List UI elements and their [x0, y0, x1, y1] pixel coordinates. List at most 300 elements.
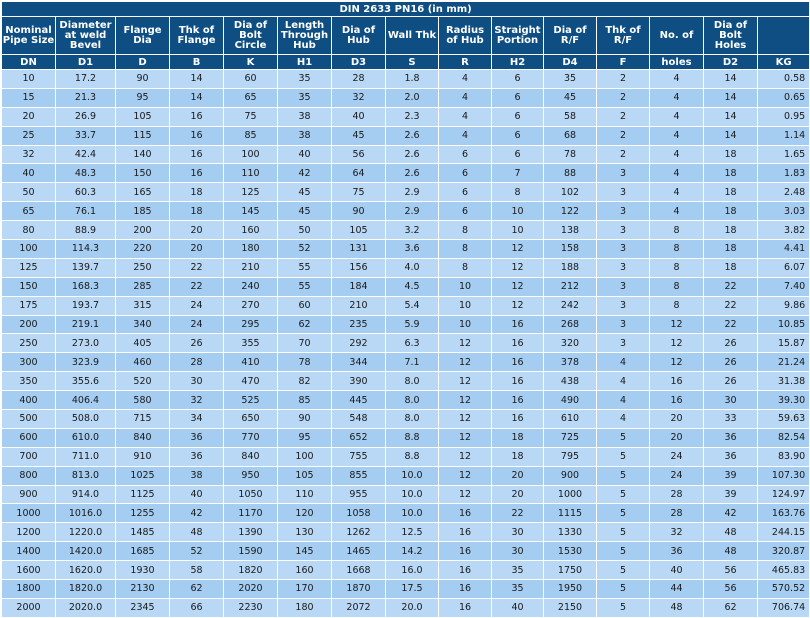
table-cell: 38 — [278, 126, 332, 145]
table-cell: 4 — [650, 70, 704, 89]
table-cell: 83.90 — [758, 447, 810, 466]
table-cell: 24 — [170, 296, 224, 315]
table-cell: 1220.0 — [56, 523, 116, 542]
table-cell: 6.07 — [758, 258, 810, 277]
table-cell: 100 — [224, 145, 278, 164]
table-cell: 36 — [704, 447, 758, 466]
table-cell: 340 — [116, 315, 170, 334]
table-cell: 45 — [332, 126, 386, 145]
table-cell: 1485 — [116, 523, 170, 542]
table-cell: 10 — [492, 221, 544, 240]
table-cell: 20 — [170, 240, 224, 259]
table-cell: 4 — [650, 107, 704, 126]
table-cell: 6 — [492, 88, 544, 107]
table-cell: 2 — [597, 145, 650, 164]
table-cell: 12 — [439, 447, 492, 466]
table-cell: 42 — [278, 164, 332, 183]
column-header: No. of — [650, 17, 704, 55]
table-cell: 4.0 — [386, 258, 439, 277]
table-cell: 35 — [278, 88, 332, 107]
table-cell: 6 — [439, 145, 492, 164]
table-cell: 26 — [704, 334, 758, 353]
table-row — [2, 221, 810, 240]
table-cell: 7 — [492, 164, 544, 183]
column-header: Dia of Bolt Circle — [224, 17, 278, 55]
table-row — [2, 202, 810, 221]
table-row — [2, 523, 810, 542]
table-cell: 16 — [170, 107, 224, 126]
table-cell: 107.30 — [758, 466, 810, 485]
table-cell: 1058 — [332, 504, 386, 523]
table-cell: 1400 — [2, 542, 56, 561]
table-cell: 12 — [439, 372, 492, 391]
table-cell: 110 — [224, 164, 278, 183]
table-cell: 1600 — [2, 561, 56, 580]
table-cell: 3 — [597, 334, 650, 353]
table-cell: 2 — [597, 88, 650, 107]
table-row — [2, 126, 810, 145]
table-cell: 5 — [597, 580, 650, 599]
table-cell: 163.76 — [758, 504, 810, 523]
din-2633-table — [1, 1, 810, 618]
table-cell: 315 — [116, 296, 170, 315]
table-cell: 160 — [224, 221, 278, 240]
table-cell: 1016.0 — [56, 504, 116, 523]
table-cell: 95 — [278, 428, 332, 447]
table-cell: 35 — [492, 580, 544, 599]
table-cell: 82.54 — [758, 428, 810, 447]
table-cell: 150 — [116, 164, 170, 183]
table-cell: 273.0 — [56, 334, 116, 353]
table-cell: 3.03 — [758, 202, 810, 221]
table-cell: 52 — [170, 542, 224, 561]
table-cell: 42 — [704, 504, 758, 523]
table-cell: 5 — [597, 428, 650, 447]
table-cell: 0.58 — [758, 70, 810, 89]
table-cell: 16 — [492, 372, 544, 391]
table-cell: 2000 — [2, 598, 56, 617]
table-cell: 4 — [439, 126, 492, 145]
table-cell: 3.6 — [386, 240, 439, 259]
column-code: K — [224, 55, 278, 70]
column-code: B — [170, 55, 224, 70]
table-cell: 5 — [597, 504, 650, 523]
column-header: Radius of Hub — [439, 17, 492, 55]
table-cell: 20 — [650, 410, 704, 429]
table-cell: 1420.0 — [56, 542, 116, 561]
table-cell: 16 — [439, 504, 492, 523]
table-cell: 12 — [439, 410, 492, 429]
table-cell: 1115 — [544, 504, 597, 523]
table-cell: 840 — [224, 447, 278, 466]
table-cell: 1870 — [332, 580, 386, 599]
table-cell: 42.4 — [56, 145, 116, 164]
table-cell: 114.3 — [56, 240, 116, 259]
table-cell: 124.97 — [758, 485, 810, 504]
table-cell: 16 — [439, 598, 492, 617]
table-cell: 78 — [278, 353, 332, 372]
table-cell: 40 — [650, 561, 704, 580]
table-cell: 75 — [332, 183, 386, 202]
table-cell: 18 — [704, 202, 758, 221]
table-cell: 22 — [170, 258, 224, 277]
column-header: Flange Dia — [116, 17, 170, 55]
table-row — [2, 372, 810, 391]
table-cell: 18 — [704, 221, 758, 240]
table-cell: 285 — [116, 277, 170, 296]
table-cell: 1255 — [116, 504, 170, 523]
table-cell: 1200 — [2, 523, 56, 542]
table-cell: 8.8 — [386, 428, 439, 447]
column-header: Thk of R/F — [597, 17, 650, 55]
table-cell: 85 — [278, 391, 332, 410]
column-code: R — [439, 55, 492, 70]
table-cell: 62 — [278, 315, 332, 334]
table-cell: 460 — [116, 353, 170, 372]
column-header: Dia of Hub — [332, 17, 386, 55]
table-cell: 10.0 — [386, 504, 439, 523]
column-header — [758, 17, 810, 55]
table-cell: 6 — [492, 145, 544, 164]
table-cell: 105 — [278, 466, 332, 485]
table-cell: 2230 — [224, 598, 278, 617]
table-cell: 2.6 — [386, 126, 439, 145]
table-cell: 4.5 — [386, 277, 439, 296]
table-cell: 16.0 — [386, 561, 439, 580]
table-cell: 184 — [332, 277, 386, 296]
table-cell: 4.41 — [758, 240, 810, 259]
table-cell: 5 — [597, 542, 650, 561]
table-cell: 1950 — [544, 580, 597, 599]
table-cell: 5 — [597, 485, 650, 504]
table-row — [2, 466, 810, 485]
table-cell: 8 — [650, 221, 704, 240]
table-cell: 156 — [332, 258, 386, 277]
table-cell: 8.0 — [386, 410, 439, 429]
table-cell: 170 — [278, 580, 332, 599]
table-cell: 22 — [704, 296, 758, 315]
table-cell: 1590 — [224, 542, 278, 561]
table-cell: 32 — [332, 88, 386, 107]
table-cell: 2.0 — [386, 88, 439, 107]
table-cell: 55 — [278, 258, 332, 277]
table-cell: 4 — [439, 88, 492, 107]
table-cell: 16 — [439, 580, 492, 599]
table-cell: 410 — [224, 353, 278, 372]
table-cell: 910 — [116, 447, 170, 466]
table-cell: 1750 — [544, 561, 597, 580]
table-cell: 652 — [332, 428, 386, 447]
column-code: H2 — [492, 55, 544, 70]
table-title: DIN 2633 PN16 (in mm) — [2, 2, 810, 17]
table-cell: 90 — [332, 202, 386, 221]
table-cell: 490 — [544, 391, 597, 410]
table-cell: 32 — [170, 391, 224, 410]
table-cell: 40 — [170, 485, 224, 504]
table-cell: 715 — [116, 410, 170, 429]
column-code: D3 — [332, 55, 386, 70]
table-cell: 15 — [2, 88, 56, 107]
table-cell: 165 — [116, 183, 170, 202]
table-cell: 3.82 — [758, 221, 810, 240]
table-cell: 378 — [544, 353, 597, 372]
table-cell: 131 — [332, 240, 386, 259]
table-cell: 18 — [704, 164, 758, 183]
table-cell: 95 — [116, 88, 170, 107]
table-cell: 26.9 — [56, 107, 116, 126]
table-row — [2, 447, 810, 466]
table-cell: 240 — [224, 277, 278, 296]
table-cell: 16 — [439, 542, 492, 561]
table-cell: 1800 — [2, 580, 56, 599]
table-cell: 22 — [704, 277, 758, 296]
table-cell: 8 — [650, 296, 704, 315]
table-cell: 8.8 — [386, 447, 439, 466]
table-cell: 5 — [597, 561, 650, 580]
table-cell: 1820 — [224, 561, 278, 580]
table-cell: 102 — [544, 183, 597, 202]
table-cell: 42 — [170, 504, 224, 523]
table-cell: 508.0 — [56, 410, 116, 429]
table-cell: 18 — [492, 447, 544, 466]
table-cell: 22 — [492, 504, 544, 523]
table-cell: 2 — [597, 70, 650, 89]
column-header: Length Through Hub — [278, 17, 332, 55]
table-cell: 62 — [704, 598, 758, 617]
column-header: Diameter at weld Bevel — [56, 17, 116, 55]
table-cell: 75 — [224, 107, 278, 126]
column-header: Straight Portion — [492, 17, 544, 55]
table-cell: 1620.0 — [56, 561, 116, 580]
table-row — [2, 164, 810, 183]
table-cell: 1330 — [544, 523, 597, 542]
table-cell: 250 — [2, 334, 56, 353]
table-cell: 24 — [170, 315, 224, 334]
table-cell: 610.0 — [56, 428, 116, 447]
table-cell: 610 — [544, 410, 597, 429]
table-cell: 12 — [439, 428, 492, 447]
table-cell: 700 — [2, 447, 56, 466]
table-cell: 400 — [2, 391, 56, 410]
table-cell: 12 — [492, 296, 544, 315]
table-cell: 2.9 — [386, 202, 439, 221]
table-cell: 39 — [704, 466, 758, 485]
table-cell: 14 — [170, 88, 224, 107]
table-cell: 4 — [650, 145, 704, 164]
table-cell: 2.9 — [386, 183, 439, 202]
table-cell: 21.3 — [56, 88, 116, 107]
table-row — [2, 353, 810, 372]
table-cell: 500 — [2, 410, 56, 429]
table-row — [2, 277, 810, 296]
table-cell: 2.48 — [758, 183, 810, 202]
table-cell: 15.87 — [758, 334, 810, 353]
table-cell: 193.7 — [56, 296, 116, 315]
table-cell: 855 — [332, 466, 386, 485]
column-code: S — [386, 55, 439, 70]
table-cell: 48.3 — [56, 164, 116, 183]
table-cell: 1390 — [224, 523, 278, 542]
table-cell: 323.9 — [56, 353, 116, 372]
column-code: KG — [758, 55, 810, 70]
table-cell: 7.1 — [386, 353, 439, 372]
table-cell: 20.0 — [386, 598, 439, 617]
table-cell: 6 — [439, 183, 492, 202]
table-row — [2, 334, 810, 353]
table-cell: 3.2 — [386, 221, 439, 240]
table-cell: 4 — [439, 107, 492, 126]
table-cell: 268 — [544, 315, 597, 334]
column-header: Nominal Pipe Size — [2, 17, 56, 55]
table-cell: 30 — [492, 542, 544, 561]
table-cell: 3 — [597, 221, 650, 240]
column-header: Thk of Flange — [170, 17, 224, 55]
table-row — [2, 70, 810, 89]
table-cell: 3 — [597, 258, 650, 277]
table-cell: 4 — [597, 353, 650, 372]
table-cell: 292 — [332, 334, 386, 353]
table-cell: 8 — [650, 277, 704, 296]
table-cell: 800 — [2, 466, 56, 485]
table-cell: 33 — [704, 410, 758, 429]
table-cell: 48 — [650, 598, 704, 617]
table-cell: 20 — [492, 466, 544, 485]
table-cell: 6 — [439, 202, 492, 221]
table-cell: 4 — [650, 164, 704, 183]
table-cell: 30 — [704, 391, 758, 410]
table-cell: 1262 — [332, 523, 386, 542]
table-cell: 1050 — [224, 485, 278, 504]
table-cell: 158 — [544, 240, 597, 259]
table-cell: 100 — [278, 447, 332, 466]
table-cell: 2150 — [544, 598, 597, 617]
table-cell: 1685 — [116, 542, 170, 561]
table-cell: 36 — [170, 428, 224, 447]
table-cell: 6 — [492, 107, 544, 126]
column-code: D2 — [704, 55, 758, 70]
table-cell: 50 — [2, 183, 56, 202]
table-cell: 6 — [492, 70, 544, 89]
table-cell: 755 — [332, 447, 386, 466]
table-cell: 85 — [224, 126, 278, 145]
table-cell: 4 — [650, 183, 704, 202]
table-cell: 31.38 — [758, 372, 810, 391]
table-cell: 1000 — [544, 485, 597, 504]
table-cell: 8 — [492, 183, 544, 202]
table-cell: 26 — [704, 353, 758, 372]
table-cell: 122 — [544, 202, 597, 221]
table-cell: 20 — [492, 485, 544, 504]
table-cell: 40 — [2, 164, 56, 183]
table-cell: 65 — [2, 202, 56, 221]
table-row — [2, 410, 810, 429]
table-cell: 60.3 — [56, 183, 116, 202]
table-cell: 3 — [597, 240, 650, 259]
table-cell: 40 — [332, 107, 386, 126]
table-cell: 795 — [544, 447, 597, 466]
table-cell: 525 — [224, 391, 278, 410]
table-cell: 56 — [704, 580, 758, 599]
table-cell: 235 — [332, 315, 386, 334]
table-cell: 2130 — [116, 580, 170, 599]
table-cell: 21.24 — [758, 353, 810, 372]
table-cell: 14 — [704, 88, 758, 107]
table-cell: 60 — [278, 296, 332, 315]
column-code: H1 — [278, 55, 332, 70]
table-cell: 840 — [116, 428, 170, 447]
table-cell: 36 — [704, 428, 758, 447]
table-cell: 12 — [439, 391, 492, 410]
table-cell: 145 — [278, 542, 332, 561]
table-cell: 16 — [492, 334, 544, 353]
table-cell: 244.15 — [758, 523, 810, 542]
table-cell: 10.0 — [386, 485, 439, 504]
table-cell: 900 — [2, 485, 56, 504]
table-cell: 12 — [439, 466, 492, 485]
table-cell: 600 — [2, 428, 56, 447]
table-cell: 65 — [224, 88, 278, 107]
table-cell: 20 — [170, 221, 224, 240]
table-cell: 66 — [170, 598, 224, 617]
table-row — [2, 561, 810, 580]
table-cell: 10 — [2, 70, 56, 89]
table-cell: 28 — [650, 504, 704, 523]
table-cell: 88 — [544, 164, 597, 183]
table-cell: 120 — [278, 504, 332, 523]
table-cell: 56 — [704, 561, 758, 580]
table-cell: 950 — [224, 466, 278, 485]
table-cell: 355 — [224, 334, 278, 353]
table-cell: 200 — [116, 221, 170, 240]
table-cell: 18 — [704, 240, 758, 259]
table-cell: 25 — [2, 126, 56, 145]
table-cell: 3 — [597, 164, 650, 183]
table-cell: 10 — [439, 296, 492, 315]
table-cell: 4 — [650, 88, 704, 107]
table-cell: 580 — [116, 391, 170, 410]
table-cell: 150 — [2, 277, 56, 296]
table-cell: 80 — [2, 221, 56, 240]
table-cell: 138 — [544, 221, 597, 240]
table-cell: 14 — [704, 70, 758, 89]
column-header: Dia of R/F — [544, 17, 597, 55]
table-row — [2, 542, 810, 561]
table-cell: 125 — [2, 258, 56, 277]
table-cell: 168.3 — [56, 277, 116, 296]
table-cell: 140 — [116, 145, 170, 164]
table-cell: 220 — [116, 240, 170, 259]
table-cell: 36 — [650, 542, 704, 561]
table-row — [2, 88, 810, 107]
table-cell: 1820.0 — [56, 580, 116, 599]
table-cell: 45 — [278, 183, 332, 202]
table-cell: 390 — [332, 372, 386, 391]
table-cell: 39 — [704, 485, 758, 504]
column-code: D1 — [56, 55, 116, 70]
table-cell: 12 — [492, 277, 544, 296]
table-cell: 813.0 — [56, 466, 116, 485]
table-cell: 28 — [650, 485, 704, 504]
table-cell: 48 — [704, 523, 758, 542]
table-cell: 17.5 — [386, 580, 439, 599]
table-cell: 350 — [2, 372, 56, 391]
table-cell: 12 — [439, 334, 492, 353]
table-cell: 55 — [278, 277, 332, 296]
table-cell: 115 — [116, 126, 170, 145]
table-cell: 28 — [332, 70, 386, 89]
table-cell: 4 — [439, 70, 492, 89]
table-cell: 16 — [492, 353, 544, 372]
